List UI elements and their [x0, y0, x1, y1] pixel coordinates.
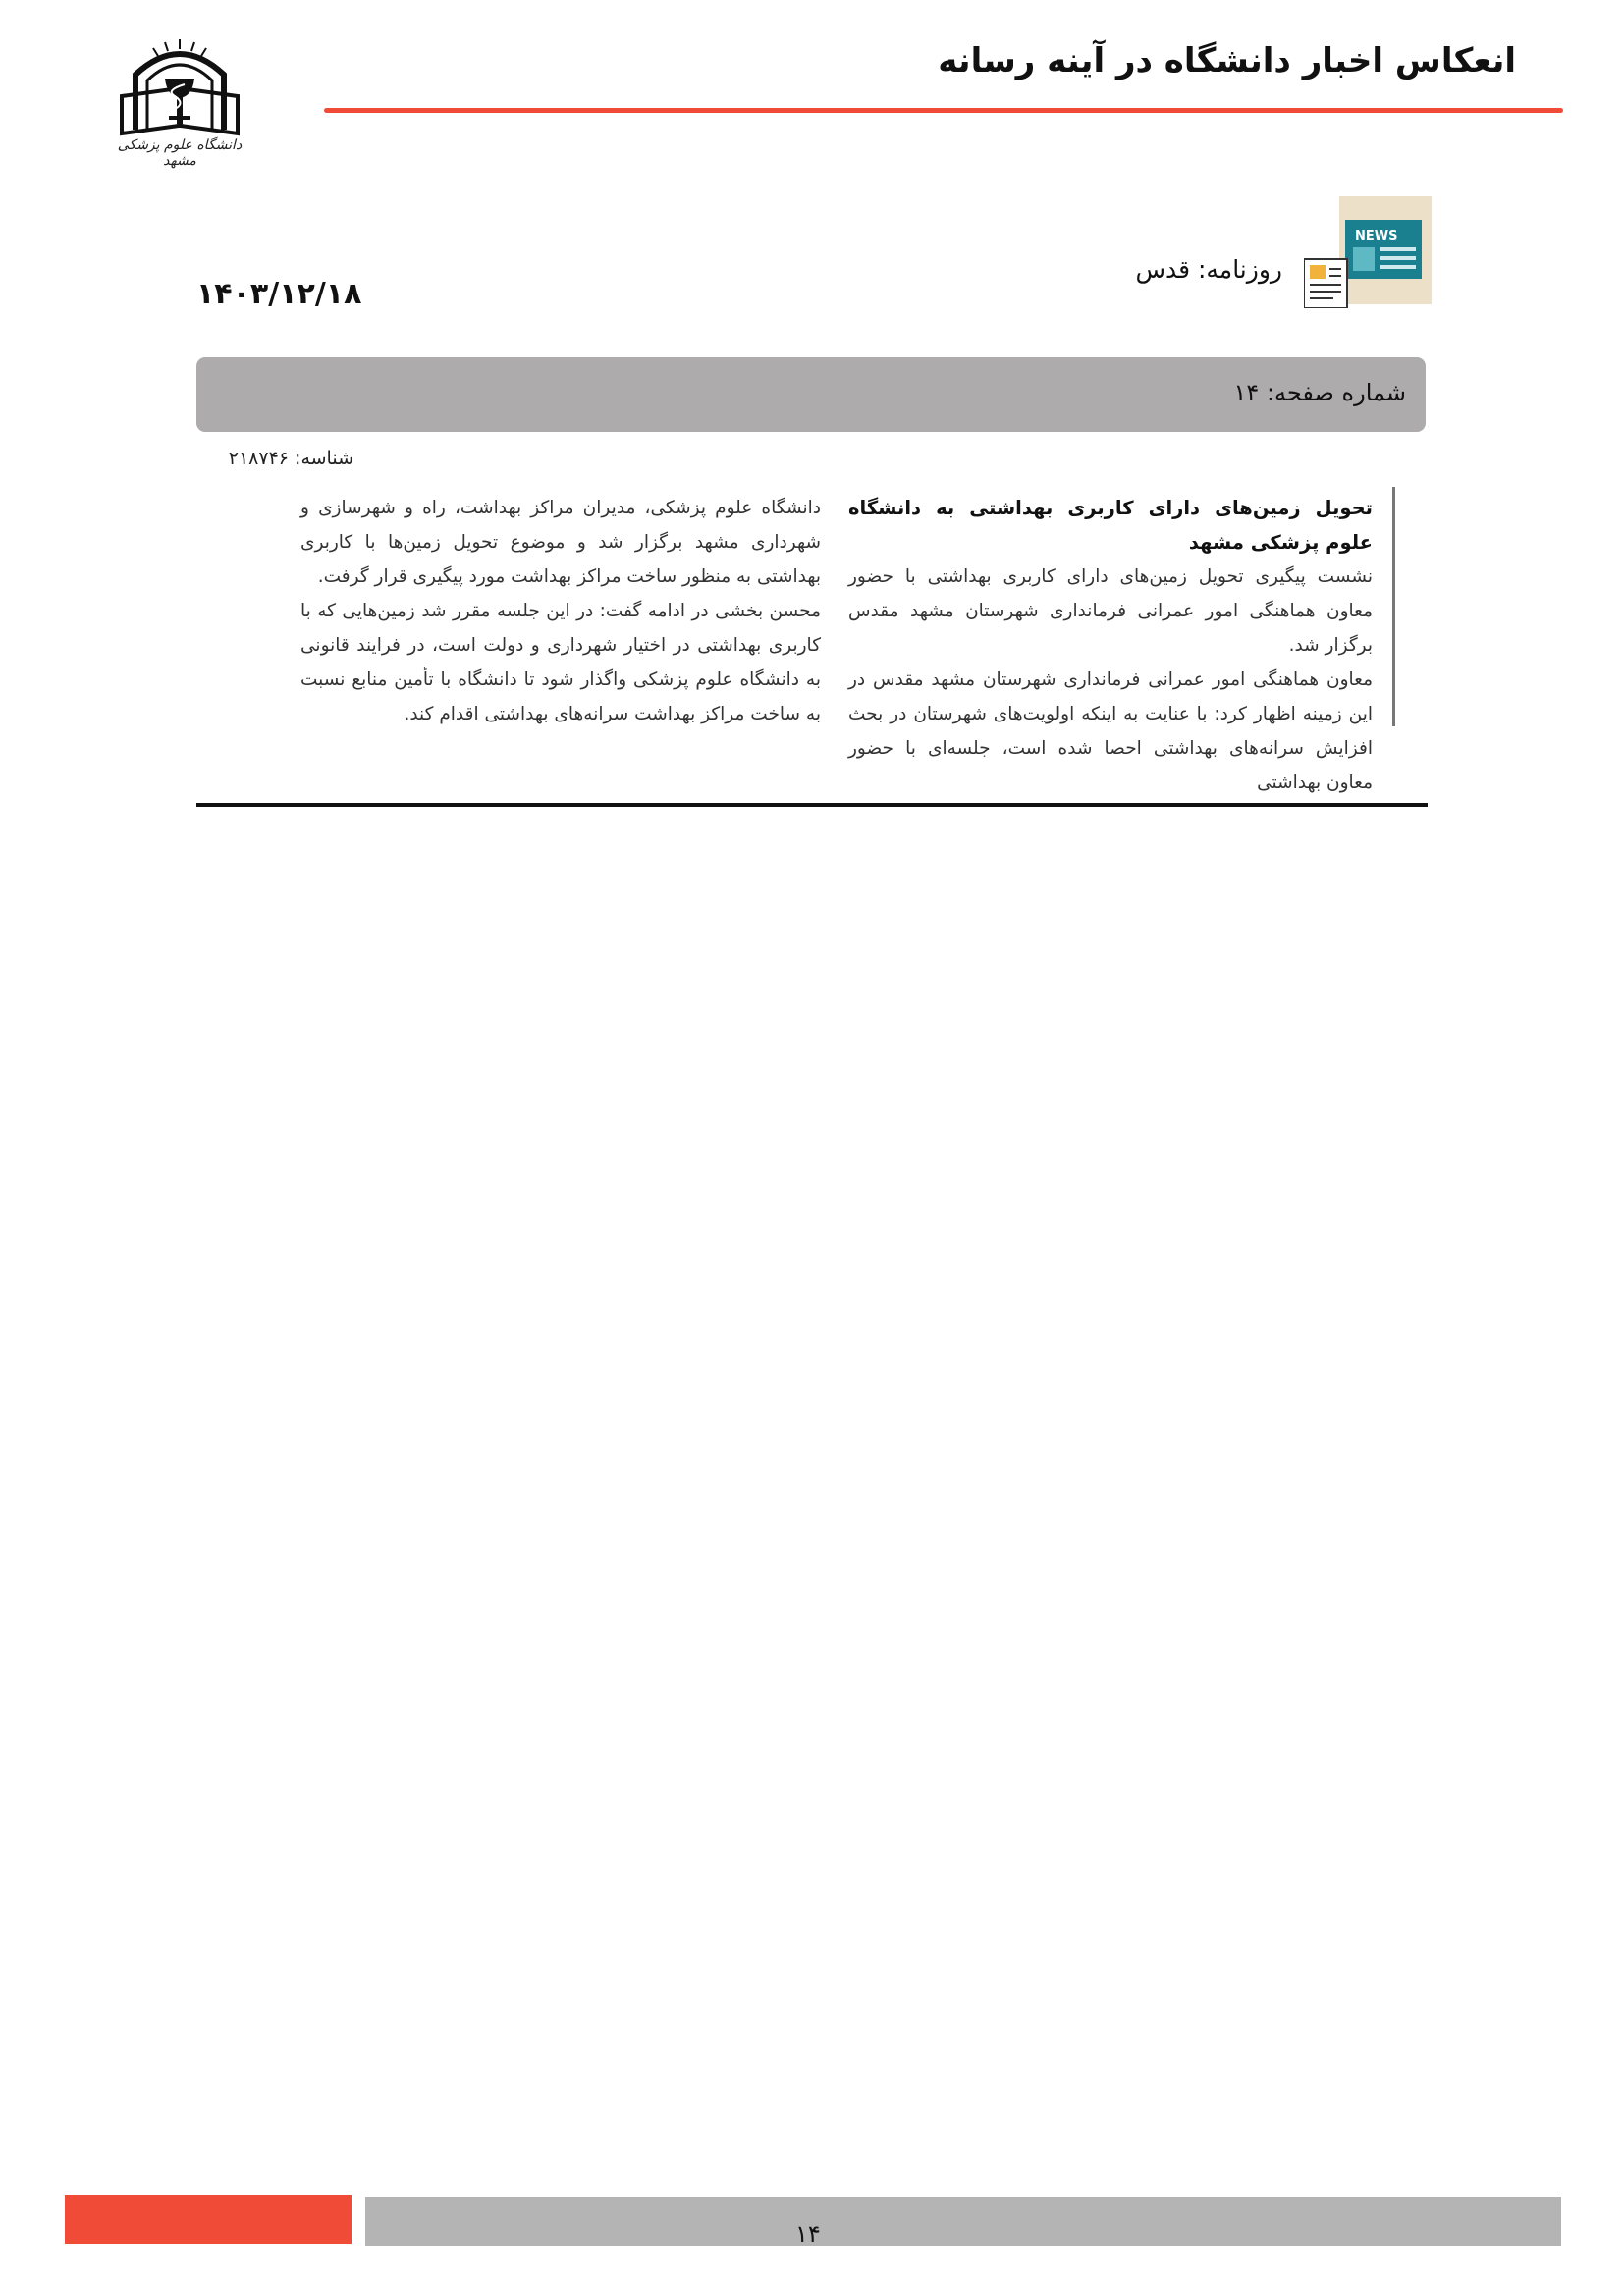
newspaper-name: روزنامه: قدس	[1135, 255, 1282, 284]
article-paragraph: معاون هماهنگی امور عمرانی فرمانداری شهرستان مشهد مقدس در این زمینه اظهار کرد: با عنایت به اینکه اولویت‌های شهرستان در بحث افزایش سرانه‌های بهداشتی احصا شده است، جلسه‌ای با حضور معاون بهداشتی	[848, 669, 1373, 793]
article-paragraph: نشست پیگیری تحویل زمین‌های دارای کاربری بهداشتی با حضور معاون هماهنگی امور عمرانی فرمانداری شهرستان مشهد مقدس برگزار شد.	[848, 566, 1373, 656]
footer-accent-bar	[65, 2195, 352, 2244]
header-divider	[324, 108, 1563, 113]
logo-caption: دانشگاه علوم پزشکی مشهد	[117, 137, 243, 169]
footer-page-number: ۱۴	[795, 2220, 821, 2248]
article-column-left	[300, 491, 821, 731]
document-id: شناسه: ۲۱۸۷۴۶	[228, 448, 353, 469]
article-paragraph: محسن بخشی در ادامه گفت: در این جلسه مقرر شد زمین‌هایی که با کاربری بهداشتی در اختیار شهرداری و دولت است، در فرایند قانونی به دانشگاه علوم پزشکی واگذار شود تا دانشگاه با تأمین منابع نسبت به ساخت مراکز بهداشت سرانه‌های بهداشتی اقدام کند.	[300, 601, 821, 724]
university-logo	[116, 35, 244, 169]
article-column-right	[848, 491, 1373, 800]
clipping-border	[1392, 487, 1395, 726]
newspaper-icon	[1304, 196, 1432, 308]
footer-bar	[365, 2197, 1561, 2246]
article-paragraph: دانشگاه علوم پزشکی، مدیران مراکز بهداشت، راه و شهرسازی و شهرداری مشهد برگزار شد و موضوع تحویل زمین‌ها با کاربری بهداشتی به منظور ساخت مراکز بهداشت مورد پیگیری قرار گرفت.	[300, 498, 821, 587]
page-title: انعکاس اخبار دانشگاه در آینه رسانه	[938, 41, 1516, 80]
logo-emblem-icon	[116, 35, 244, 137]
svg-text:NEWS: NEWS	[1355, 229, 1398, 243]
page-number-label: شماره صفحه: ۱۴	[1233, 379, 1406, 406]
article-headline: تحویل زمین‌های دارای کاربری بهداشتی به دانشگاه علوم پزشکی مشهد	[848, 497, 1373, 554]
section-divider	[196, 803, 1428, 807]
publication-date: ۱۴۰۳/۱۲/۱۸	[196, 277, 362, 311]
page-number-bar	[196, 357, 1426, 432]
